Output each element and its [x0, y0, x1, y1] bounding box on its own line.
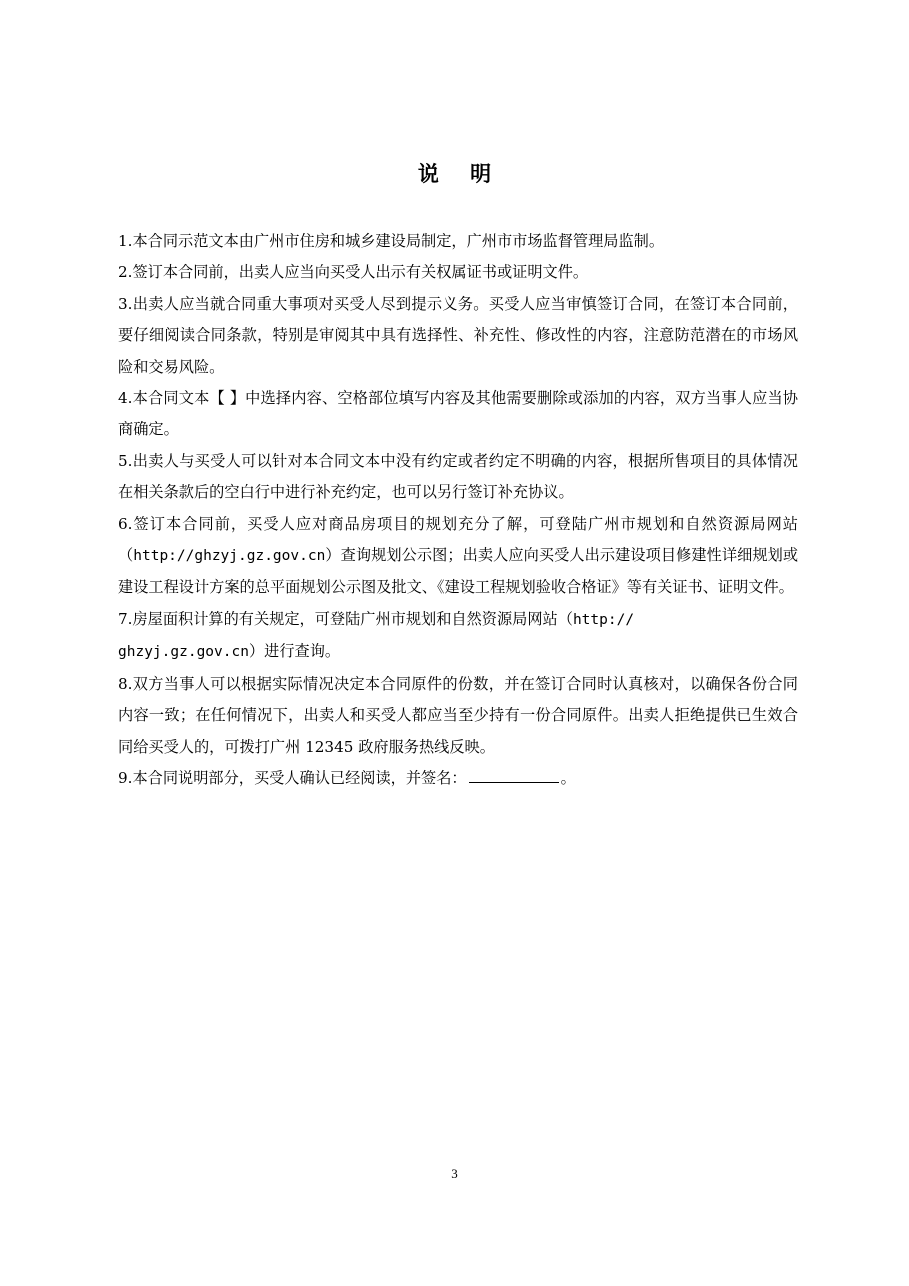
- instruction-item-9-text-a: 9.本合同说明部分，买受人确认已经阅读，并签名：: [118, 768, 467, 787]
- instruction-item-2: 2.签订本合同前，出卖人应当向买受人出示有关权属证书或证明文件。: [118, 263, 589, 282]
- area-query-url-domain[interactable]: ghzyj.gz.gov.cn: [118, 644, 249, 661]
- signature-blank-line[interactable]: [469, 768, 559, 783]
- instructions-body: [118, 226, 798, 794]
- instruction-item-1: 1.本合同示范文本由广州市住房和城乡建设局制定，广州市市场监督管理局监制。: [118, 232, 665, 250]
- instruction-item-7: [118, 604, 798, 669]
- instruction-item-7-text-a: 7.房屋面积计算的有关规定，可登陆广州市规划和自然资源局网站（: [118, 609, 573, 628]
- instruction-item-3: 3.出卖人应当就合同重大事项对买受人尽到提示义务。买受人应当审慎签订合同，在签订本合同前，要仔细阅读合同条款，特别是审阅其中具有选择性、补充性、修改性的内容，注意防范潜在的市场风险和交易风险。: [118, 294, 798, 376]
- instruction-item-6-text-a: 6.签订本合同前，买受人应对商品房项目的规划充分了解，可登陆广州市规划和自然资源局网站（: [118, 514, 798, 565]
- instruction-item-9-text-b: 。: [560, 768, 576, 787]
- area-query-url-prefix[interactable]: http://: [572, 611, 635, 628]
- instruction-item-8: 8.双方当事人可以根据实际情况决定本合同原件的份数，并在签订合同时认真核对，以确保各份合同内容一致；在任何情况下，出卖人和买受人都应当至少持有一份合同原件。出卖人拒绝提供已生效合同给买受人的，可拨打广州 12345 政府服务热线反映。: [118, 674, 798, 756]
- instruction-item-6-text-b: ）查询规划公示图；出卖人应向买受人出示建设项目修建性详细规划或建设工程设计方案的总平面规划公示图及批文、《建设工程规划验收合格证》等有关证书、证明文件。: [118, 546, 799, 597]
- instruction-item-9: [118, 763, 798, 794]
- instruction-item-7-text-b: ）进行查询。: [248, 642, 341, 661]
- planning-website-url[interactable]: http://ghzyj.gz.gov.cn: [133, 548, 326, 565]
- page-title: 说 明: [417, 162, 504, 186]
- page-number: 3: [451, 1166, 458, 1181]
- instruction-item-4: 4.本合同文本【 】中选择内容、空格部位填写内容及其他需要删除或添加的内容，双方当事人应当协商确定。: [118, 389, 798, 439]
- instruction-item-6: [118, 509, 798, 604]
- instruction-item-5: 5.出卖人与买受人可以针对本合同文本中没有约定或者约定不明确的内容，根据所售项目的具体情况在相关条款后的空白行中进行补充约定，也可以另行签订补充协议。: [118, 451, 798, 502]
